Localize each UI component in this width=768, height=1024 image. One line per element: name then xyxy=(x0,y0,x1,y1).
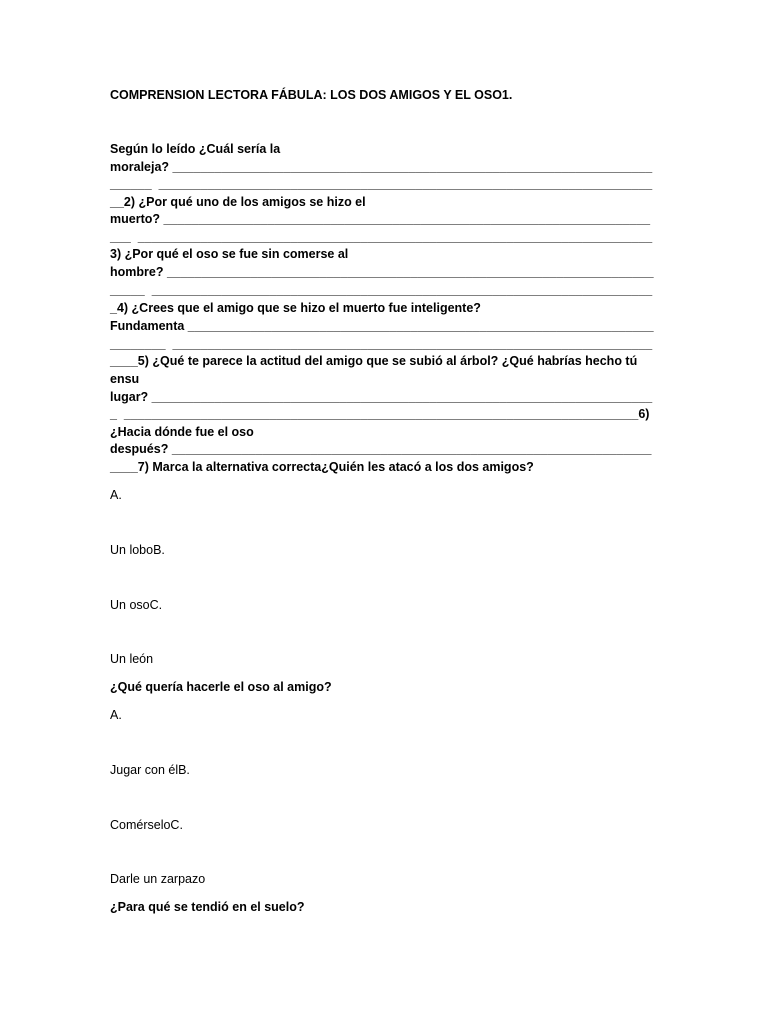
question-5-line-1: ____5) ¿Qué te parece la actitud del amigo que se subió al árbol? ¿Qué habrías hecho tú xyxy=(110,354,638,368)
q7-option-d: Un león xyxy=(110,652,154,666)
document-title: COMPRENSION LECTORA FÁBULA: LOS DOS AMIGOS Y EL OSO1. xyxy=(110,88,513,102)
question-2-line-1: __2) ¿Por qué uno de los amigos se hizo el xyxy=(110,195,366,209)
question-7-text: ____7) Marca la alternativa correcta¿Quién les atacó a los dos amigos? xyxy=(110,460,534,474)
question-3-answer-line: _____ ________________________________________________________________________ xyxy=(110,283,653,297)
question-5-answer-line: _ __________________________________________________________________________6) xyxy=(110,407,650,421)
q8-option-a: A. xyxy=(110,708,122,722)
question-3-line-2: hombre? ______________________________________________________________________ xyxy=(110,265,654,279)
question-6-line-1: ¿Hacia dónde fue el oso xyxy=(110,425,254,439)
question-4-line-1: _4) ¿Crees que el amigo que se hizo el muerto fue inteligente? xyxy=(110,301,481,315)
question-1-line-2: moraleja? _____________________________________________________________________ xyxy=(110,160,653,174)
q7-option-c: Un osoC. xyxy=(110,598,163,612)
question-8-text: ¿Qué quería hacerle el oso al amigo? xyxy=(110,680,332,694)
question-5-line-2: ensu xyxy=(110,372,140,386)
question-1-line-1: Según lo leído ¿Cuál sería la xyxy=(110,142,281,156)
question-6-line-2: después? _____________________________________________________________________ xyxy=(110,442,652,456)
question-2-line-2: muerto? ______________________________________________________________________ xyxy=(110,212,651,226)
question-2-answer-line: ___ __________________________________________________________________________ xyxy=(110,230,653,244)
q8-option-b: Jugar con élB. xyxy=(110,763,190,777)
q8-option-d: Darle un zarpazo xyxy=(110,872,206,886)
q8-option-c: ComérseloC. xyxy=(110,818,183,832)
question-9-text: ¿Para qué se tendió en el suelo? xyxy=(110,900,305,914)
q7-option-a: A. xyxy=(110,488,122,502)
question-4-answer-line: ________ _____________________________________________________________________ xyxy=(110,337,653,351)
question-5-line-3: lugar? ________________________________________________________________________ xyxy=(110,390,653,404)
q7-option-b: Un loboB. xyxy=(110,543,165,557)
question-1-answer-line: ______ _______________________________________________________________________ xyxy=(110,177,653,191)
question-4-line-2: Fundamenta ___________________________________________________________________ xyxy=(110,319,654,333)
question-3-line-1: 3) ¿Por qué el oso se fue sin comerse al xyxy=(110,247,349,261)
